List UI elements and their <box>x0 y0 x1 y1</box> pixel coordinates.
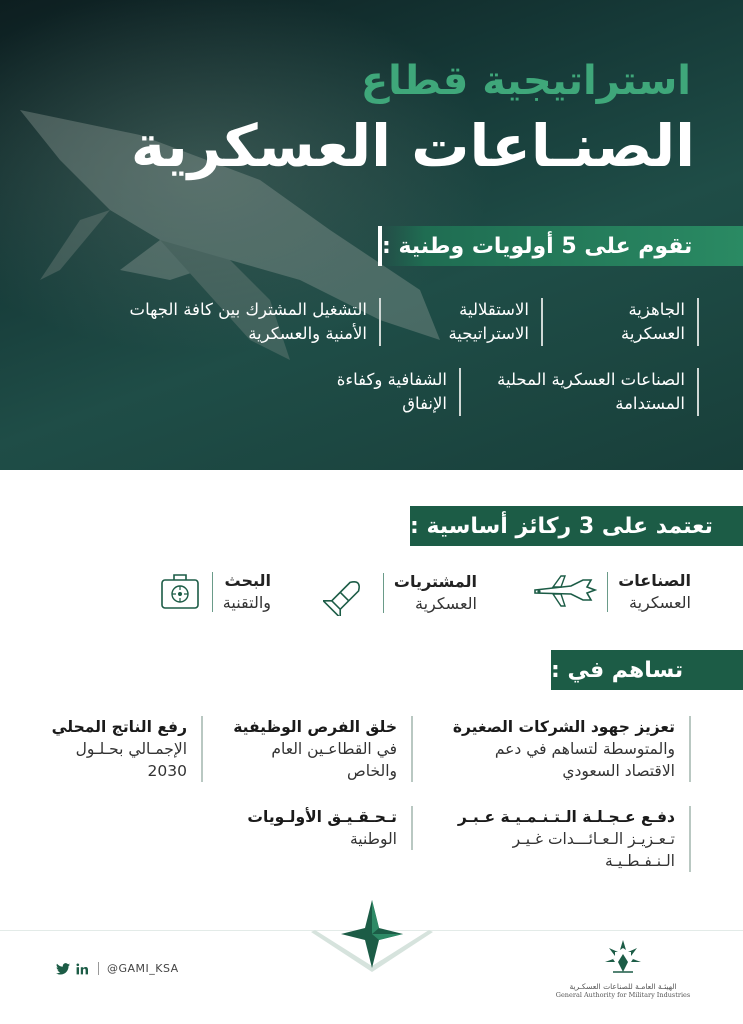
linkedin-icon[interactable] <box>76 963 88 975</box>
priorities-list <box>39 298 699 428</box>
pillar-item: البحث والتقنية <box>158 570 271 614</box>
title-line-1: استراتيجية قطاع <box>360 58 691 104</box>
priority-item: الصناعات العسكرية المحلية المستدامة <box>497 368 699 416</box>
contribution-item: دفـع عـجـلـة الـتـنـمـيـة عـبـر تـعـزيـز الـعـائـــدات غـيـر الـنـفـطـيـة <box>458 806 691 872</box>
social-handle[interactable]: @GAMI_KSA <box>98 962 179 975</box>
title-line-2: الصنـاعات العسكرية <box>130 112 695 180</box>
contribution-item: رفع الناتج المحلي الإجمـالي بحـلـول 2030 <box>52 716 203 782</box>
priority-item: التشغيل المشترك بين كافة الجهات الأمنية والعسكرية <box>130 298 381 346</box>
star-chevron-emblem <box>311 900 433 980</box>
contribution-item: خلق الفرص الوظيفية في القطاعـين العام والخاص <box>233 716 413 782</box>
military-aircraft-icon <box>531 572 597 612</box>
priority-item: الشفافية وكفاءة الإنفاق <box>337 368 461 416</box>
research-kit-icon <box>158 570 202 614</box>
missile-icon <box>323 570 373 616</box>
pillars-banner: تعتمد على 3 ركائز أساسية : <box>406 506 743 546</box>
hero-section <box>0 0 743 470</box>
priorities-banner: تقوم على 5 أولويات وطنية : <box>378 226 743 266</box>
pillar-item: المشتريات العسكرية <box>323 570 477 616</box>
contribution-item: تـحـقـيـق الأولـويات الوطنية <box>247 806 413 850</box>
org-name-ar: الهيئـة العامـة للصناعات العسكـرية <box>569 982 677 991</box>
priority-item: الاستقلالية الاستراتيجية <box>448 298 543 346</box>
twitter-icon[interactable] <box>56 963 70 975</box>
social-links <box>56 962 179 975</box>
gami-logo <box>553 938 693 999</box>
priority-item: الجاهزية العسكرية <box>621 298 699 346</box>
pillar-item: الصناعات العسكرية <box>531 570 691 614</box>
gami-emblem-icon <box>603 938 643 978</box>
contributes-banner: تساهم في : <box>547 650 743 690</box>
org-name-en: General Authority for Military Industries <box>555 991 691 999</box>
contribution-item: تعزيز جهود الشركات الصغيرة والمتوسطة لتساهم في دعم الاقتصاد السعودي <box>453 716 691 782</box>
